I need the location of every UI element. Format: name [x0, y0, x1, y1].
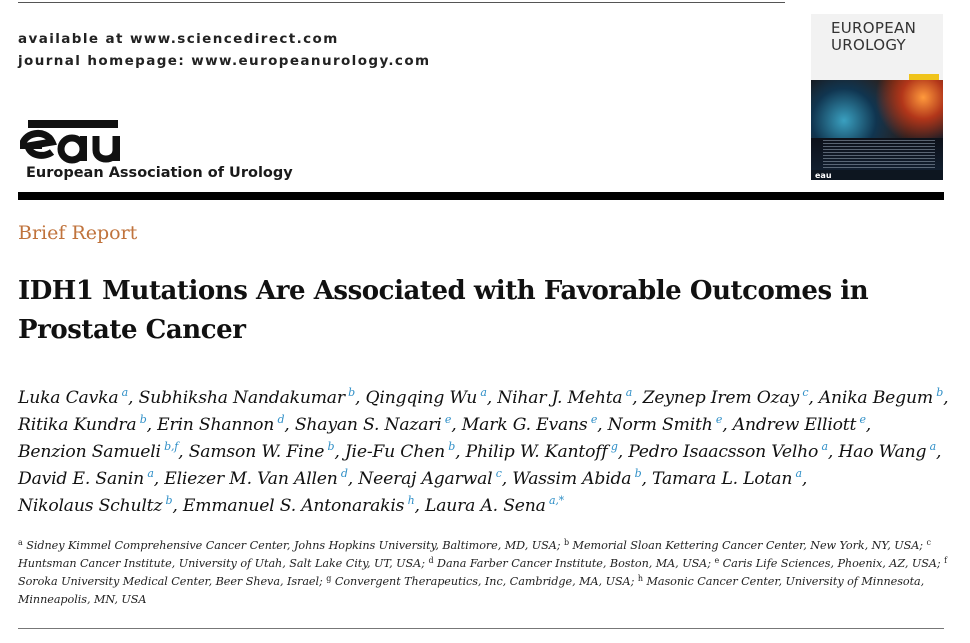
- author-name-text: Zeynep Irem Ozay: [642, 388, 800, 408]
- article-type-label: Brief Report: [18, 222, 138, 244]
- author-name-text: Andrew Elliott: [732, 415, 857, 435]
- author-name[interactable]: [425, 496, 564, 516]
- author-list: Luka Cavka $^a$, Subhiksha Nandakumar $^b$, Qingqing Wu $^a$, Nihar J. Mehta $^a$, Zeynep Irem Ozay $^c$, Anika Begum $^b$, Ritika Kundra $^b$, Erin Shannon $^d$, Shayan S. Nazari $^e$, Mark G. Evans $^e$, Norm Smith $^e$, Andrew Elliott $^e$, Benzion Samueli $^{b,f}$, Samson W. Fine $^b$, Jie-Fu Chen $^b$, Philip W. Kantoff $^g$, Pedro Isaacsson Velho $^a$, Hao Wang $^a$, David E. Sanin $^a$, Eliezer M. Van Allen $^d$, Neeraj Agarwal $^c$, Wassim Abida $^b$, Tamara L. Lotan $^a$, Nikolaus Schultz $^b$, Emmanuel S. Antonarakis $^h$, Laura A. Sena $^{a,*}$: [18, 386, 949, 516]
- author-name-text: Pedro Isaacsson Velho: [628, 442, 819, 462]
- author-affiliation-ref[interactable]: b: [324, 440, 335, 453]
- author-name-text: Tamara L. Lotan: [652, 469, 793, 489]
- affiliation-key: a: [18, 538, 23, 547]
- society-name: European Association of Urology: [26, 165, 293, 181]
- author-name[interactable]: [608, 415, 723, 435]
- affiliation-key: d: [428, 556, 434, 565]
- author-name[interactable]: [18, 442, 178, 462]
- author-name[interactable]: [819, 388, 943, 408]
- author-name[interactable]: [358, 469, 501, 489]
- author-name-text: Neeraj Agarwal: [358, 469, 493, 489]
- author-affiliation-ref[interactable]: c: [492, 467, 502, 480]
- author-name[interactable]: [733, 415, 866, 435]
- author-name[interactable]: [643, 388, 809, 408]
- affiliation-text: Memorial Sloan Kettering Cancer Center, New York, NY, USA;: [569, 539, 924, 552]
- author-name-text: Mark G. Evans: [461, 415, 588, 435]
- author-name[interactable]: [512, 469, 641, 489]
- affiliation-item: [564, 539, 923, 552]
- author-name[interactable]: [462, 415, 597, 435]
- author-name-text: Laura A. Sena: [425, 496, 546, 516]
- affiliation-item: [326, 575, 634, 588]
- header-divider: [18, 192, 944, 200]
- author-affiliation-ref[interactable]: e: [856, 413, 866, 426]
- affiliation-key: c: [926, 538, 931, 547]
- sciencedirect-link[interactable]: available at www.sciencedirect.com: [18, 31, 339, 47]
- affiliation-text: Huntsman Cancer Institute, University of Utah, Salt Lake City, UT, USA;: [18, 557, 425, 570]
- affiliation-key: f: [944, 556, 948, 565]
- eau-logo-mark: [20, 118, 138, 166]
- affiliation-key: b: [563, 538, 570, 547]
- journal-homepage-link[interactable]: journal homepage: www.europeanurology.com: [18, 53, 431, 69]
- author-affiliation-ref[interactable]: a,*: [545, 494, 564, 507]
- author-affiliation-ref[interactable]: a: [622, 386, 633, 399]
- author-affiliation-ref[interactable]: g: [607, 440, 618, 453]
- author-name[interactable]: [652, 469, 802, 489]
- affiliation-text: Sidney Kimmel Comprehensive Cancer Center, Johns Hopkins University, Baltimore, MD, USA;: [22, 539, 561, 552]
- author-name[interactable]: [345, 442, 455, 462]
- author-affiliation-ref[interactable]: b: [344, 386, 355, 399]
- journal-source-block: [18, 28, 430, 72]
- author-name[interactable]: [189, 442, 335, 462]
- author-affiliation-ref[interactable]: e: [441, 413, 452, 426]
- author-name-text: Erin Shannon: [157, 415, 275, 435]
- author-name-text: Jie-Fu Chen: [344, 442, 445, 462]
- author-name-text: Nihar J. Mehta: [497, 388, 623, 408]
- author-name[interactable]: [139, 388, 355, 408]
- author-name-text: David E. Sanin: [18, 469, 145, 489]
- journal-cover-image[interactable]: [811, 14, 943, 180]
- author-name-text: Shayan S. Nazari: [294, 415, 442, 435]
- author-affiliation-ref[interactable]: d: [337, 467, 348, 480]
- author-affiliation-ref[interactable]: a: [144, 467, 154, 480]
- author-affiliation-ref[interactable]: b: [444, 440, 456, 453]
- author-affiliation-ref[interactable]: h: [404, 494, 415, 507]
- affiliation-item: [428, 557, 711, 570]
- author-name-text: Ritika Kundra: [18, 415, 137, 435]
- cover-highlights-text: [823, 140, 935, 170]
- author-name-text: Nikolaus Schultz: [18, 496, 163, 516]
- author-affiliation-ref[interactable]: e: [712, 413, 723, 426]
- author-affiliation-ref[interactable]: a: [792, 467, 802, 480]
- author-name-text: Hao Wang: [838, 442, 927, 462]
- cover-footer-logo: eau: [815, 171, 832, 180]
- author-affiliation-ref[interactable]: a: [926, 440, 936, 453]
- author-name[interactable]: [295, 415, 451, 435]
- author-affiliation-ref[interactable]: b: [932, 386, 944, 399]
- author-affiliation-ref[interactable]: b,f: [160, 440, 179, 453]
- author-name-text: Eliezer M. Van Allen: [164, 469, 338, 489]
- article-title: IDH1 Mutations Are Associated with Favorable Outcomes in Prostate Cancer: [18, 276, 869, 345]
- author-name[interactable]: [838, 442, 936, 462]
- author-name-text: Wassim Abida: [512, 469, 632, 489]
- author-name[interactable]: [164, 469, 348, 489]
- author-name[interactable]: [466, 442, 618, 462]
- bottom-rule: [18, 628, 944, 629]
- author-name-text: Samson W. Fine: [188, 442, 325, 462]
- affiliation-key: e: [714, 556, 720, 565]
- author-name-text: Anika Begum: [818, 388, 933, 408]
- author-name-text: Benzion Samueli: [18, 442, 161, 462]
- author-name[interactable]: [18, 496, 172, 516]
- affiliation-text: Caris Life Sciences, Phoenix, AZ, USA;: [719, 557, 941, 570]
- cover-title: EUROPEAN UROLOGY: [831, 19, 917, 54]
- author-name-text: Emmanuel S. Antonarakis: [182, 496, 405, 516]
- top-rule: [18, 2, 785, 3]
- affiliation-text: Masonic Cancer Center, University of Minnesota, Minneapolis, MN, USA: [18, 575, 925, 606]
- author-affiliation-ref[interactable]: b: [136, 413, 147, 426]
- author-name[interactable]: [497, 388, 632, 408]
- author-affiliation-ref[interactable]: d: [274, 413, 285, 426]
- affiliation-text: Dana Farber Cancer Institute, Boston, MA, USA;: [433, 557, 711, 570]
- cover-artwork: [811, 80, 943, 138]
- author-affiliation-ref[interactable]: b: [162, 494, 173, 507]
- author-name[interactable]: [18, 388, 128, 408]
- affiliation-key: g: [326, 574, 332, 583]
- eau-logo: [18, 118, 293, 188]
- author-name-text: Luka Cavka: [18, 388, 119, 408]
- author-affiliation-ref[interactable]: b: [631, 467, 642, 480]
- affiliation-item: [18, 539, 560, 552]
- author-name[interactable]: [18, 415, 147, 435]
- author-name-text: Philip W. Kantoff: [465, 442, 608, 462]
- author-name[interactable]: [157, 415, 284, 435]
- affiliation-list: [18, 537, 953, 609]
- author-affiliation-ref[interactable]: e: [587, 413, 598, 426]
- author-name-text: Qingqing Wu: [365, 388, 478, 408]
- author-name[interactable]: [183, 496, 415, 516]
- affiliation-key: h: [637, 574, 643, 583]
- author-name-text: Norm Smith: [607, 415, 713, 435]
- affiliation-text: Soroka University Medical Center, Beer Sheva, Israel;: [18, 575, 323, 588]
- author-affiliation-ref[interactable]: a: [477, 386, 487, 399]
- author-name[interactable]: [366, 388, 487, 408]
- author-name[interactable]: [628, 442, 828, 462]
- author-name-text: Subhiksha Nandakumar: [138, 388, 345, 408]
- author-affiliation-ref[interactable]: a: [818, 440, 828, 453]
- affiliation-text: Convergent Therapeutics, Inc, Cambridge, MA, USA;: [331, 575, 635, 588]
- author-name[interactable]: [18, 469, 154, 489]
- affiliation-item: [714, 557, 940, 570]
- author-affiliation-ref[interactable]: a: [118, 386, 129, 399]
- author-affiliation-ref[interactable]: c: [799, 386, 809, 399]
